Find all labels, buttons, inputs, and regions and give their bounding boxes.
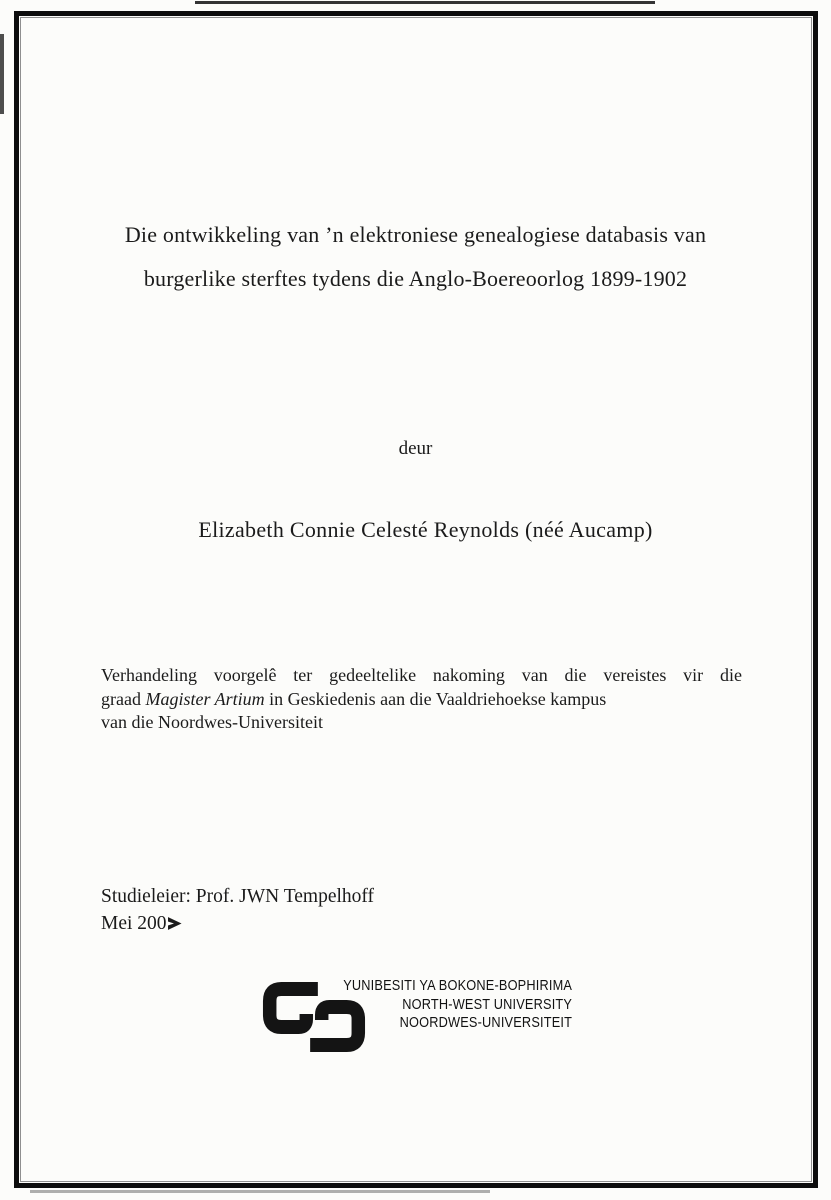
thesis-title-line2: burgerlike sterftes tydens die Anglo-Boereoorlog 1899-1902 xyxy=(143,266,688,291)
scan-artifact-top-edge xyxy=(195,1,655,4)
date-line xyxy=(101,913,182,935)
distorted-seven-glyph xyxy=(168,916,182,931)
statement-line3: van die Noordwes-Universiteit xyxy=(101,712,323,732)
author-name: Elizabeth Connie Celesté Reynolds (néé Aucamp) xyxy=(198,517,653,542)
statement-line2-suffix: in Geskiedenis aan die Vaaldriehoekse kampus xyxy=(264,688,607,709)
scan-artifact-bottom-shadow xyxy=(30,1190,490,1193)
nwu-logo-text xyxy=(343,977,572,1033)
degree-name-italic: Magister Artium xyxy=(145,688,265,709)
logo-line-english: NORTH-WEST UNIVERSITY xyxy=(402,996,572,1013)
supervisor-line: Studieleier: Prof. JWN Tempelhoff xyxy=(101,886,375,907)
date-text: Mei 200 xyxy=(101,913,167,934)
scan-artifact-left-edge xyxy=(0,34,4,114)
statement-line1: Verhandeling voorgelê ter gedeeltelike nakoming van die vereistes vir die xyxy=(101,665,742,685)
statement-line2-prefix: graad xyxy=(101,688,146,709)
logo-line-setswana: YUNIBESITI YA BOKONE-BOPHIRIMA xyxy=(343,978,572,994)
degree-statement xyxy=(101,664,742,735)
byline-deur: deur xyxy=(398,438,433,459)
thesis-title-line1: Die ontwikkeling van ’n elektroniese genealogiese databasis van xyxy=(124,222,707,247)
logo-line-afrikaans: NOORDWES-UNIVERSITEIT xyxy=(399,1015,572,1032)
statement-line2 xyxy=(101,688,742,712)
thesis-title xyxy=(0,213,831,301)
